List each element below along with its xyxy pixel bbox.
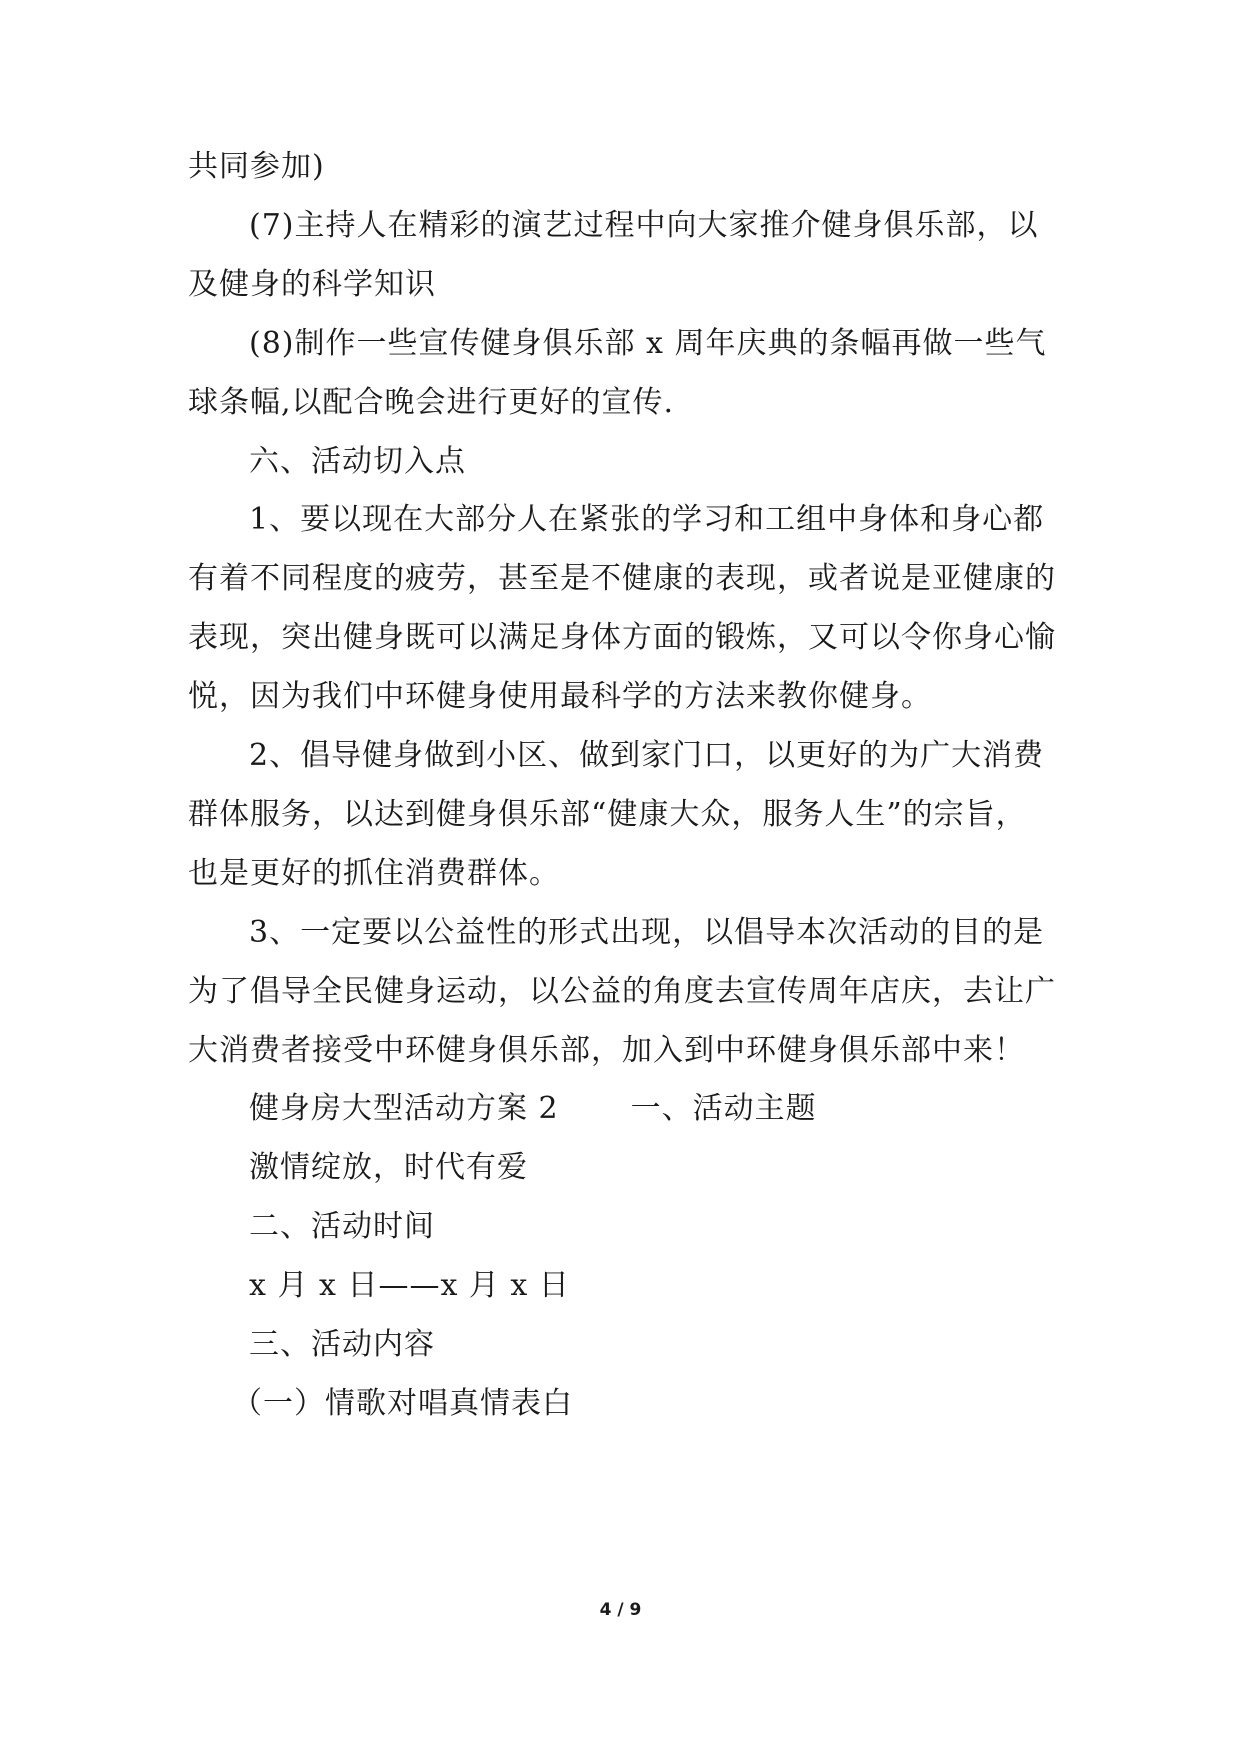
section-heading: 六、活动切入点	[249, 444, 466, 479]
paragraph-line: 群体服务，以达到健身俱乐部“健康大众，服务人生”的宗旨，	[188, 797, 1027, 832]
section-heading: 二、活动时间	[249, 1209, 435, 1244]
theme-text: 激情绽放，时代有爱	[249, 1150, 528, 1185]
paragraph-line: 2、倡导健身做到小区、做到家门口，以更好的为广大消费	[249, 738, 1045, 773]
section-title-line	[249, 1089, 817, 1129]
paragraph-line: 1、要以现在大部分人在紧张的学习和工组中身体和身心都	[249, 502, 1045, 537]
paragraph-line: 球条幅,以配合晚会进行更好的宣传.	[188, 385, 675, 420]
paragraph-line: 大消费者接受中环健身俱乐部，加入到中环健身俱乐部中来！	[188, 1033, 1025, 1068]
section-heading: 一、活动主题	[630, 1091, 817, 1126]
paragraph-line: 3、一定要以公益性的形式出现，以倡导本次活动的目的是	[249, 915, 1045, 950]
content-item: （一）情歌对唱真情表白	[232, 1386, 573, 1421]
time-text: x 月 x 日——x 月 x 日	[249, 1268, 570, 1303]
page-number: 4 / 9	[599, 1600, 642, 1620]
paragraph-line: 及健身的科学知识	[188, 267, 436, 302]
paragraph-line: (7)主持人在精彩的演艺过程中向大家推介健身俱乐部，以	[249, 208, 1039, 243]
section-heading: 三、活动内容	[249, 1327, 435, 1362]
paragraph-line: (8)制作一些宣传健身俱乐部 x 周年庆典的条幅再做一些气	[249, 326, 1047, 361]
section-title: 健身房大型活动方案 2	[249, 1091, 559, 1126]
paragraph-line: 表现，突出健身既可以满足身体方面的锻炼，又可以令你身心愉	[188, 620, 1056, 655]
paragraph-line: 也是更好的抓住消费群体。	[188, 856, 560, 891]
paragraph-line: 悦，因为我们中环健身使用最科学的方法来教你健身。	[188, 679, 932, 714]
paragraph-line: 共同参加)	[188, 149, 325, 184]
paragraph-line: 为了倡导全民健身运动，以公益的角度去宣传周年店庆，去让广	[188, 974, 1056, 1009]
paragraph-line: 有着不同程度的疲劳，甚至是不健康的表现，或者说是亚健康的	[188, 561, 1056, 596]
